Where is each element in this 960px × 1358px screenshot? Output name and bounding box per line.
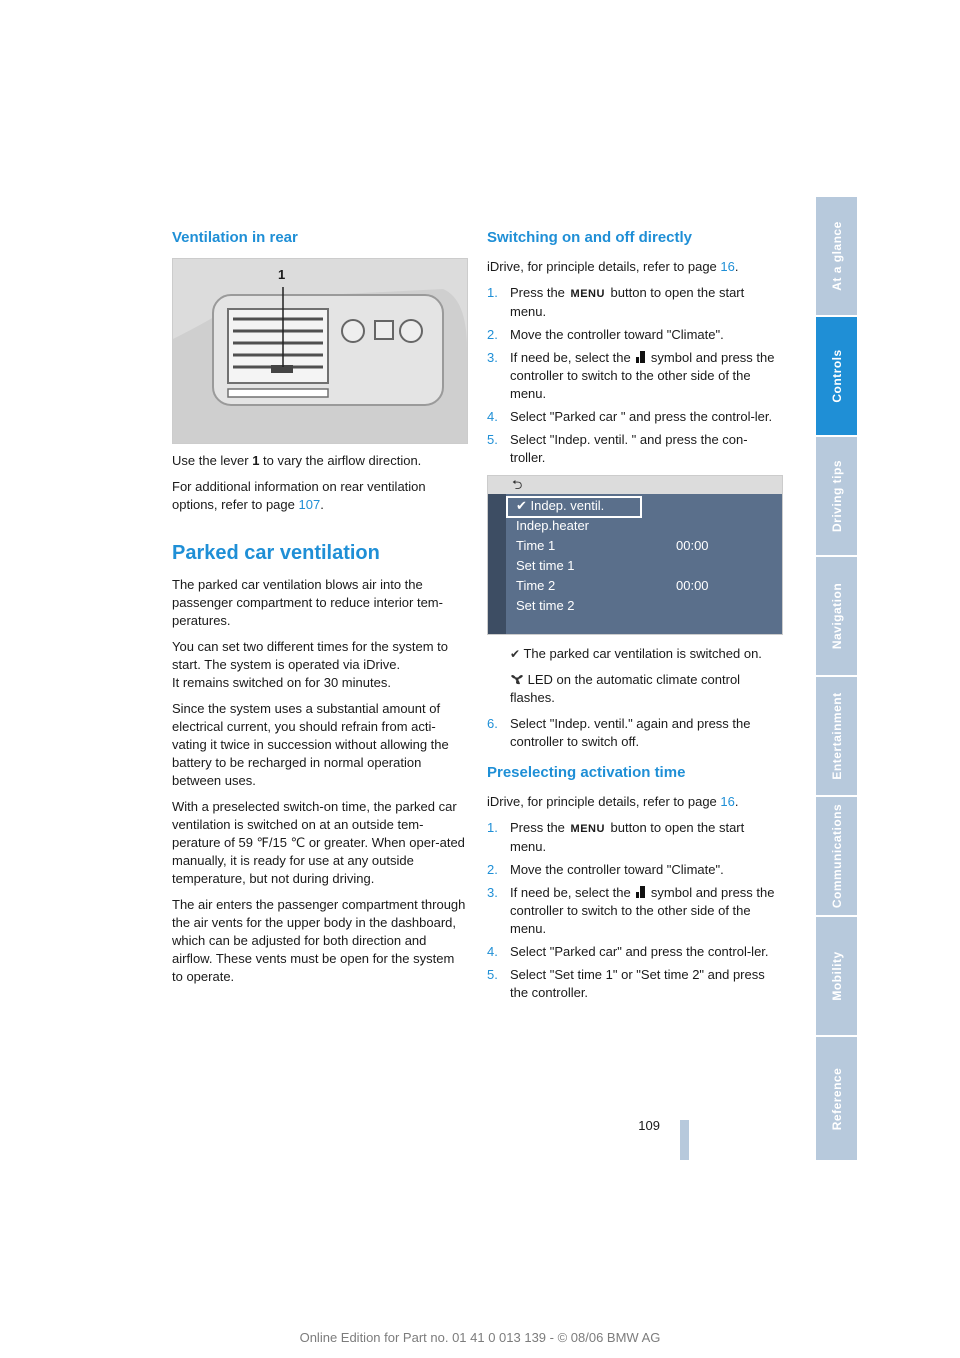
- sidebar-tab-reference[interactable]: Reference: [816, 1037, 857, 1162]
- screen-row[interactable]: Set time 1: [516, 558, 575, 573]
- back-icon: ⮌: [512, 477, 523, 492]
- steps-switching: [487, 284, 781, 467]
- fan-icon: [510, 673, 524, 685]
- heading-parked-car-ventilation: Parked car ventilation: [172, 542, 380, 564]
- rear-vent-illustration: [173, 259, 467, 443]
- sidebar-tab-navigation[interactable]: Navigation: [816, 557, 857, 677]
- page-number: 109: [638, 1118, 660, 1133]
- figure-callout-1: 1: [278, 267, 286, 282]
- sidebar-tab-communications[interactable]: Communications: [816, 797, 857, 917]
- page-link-107[interactable]: 107: [298, 497, 321, 512]
- menu-button-icon: MENU: [570, 823, 605, 835]
- screen-left-edge: [488, 494, 506, 634]
- screen-row[interactable]: Time 2 00:00: [516, 578, 709, 593]
- screen-row[interactable]: Indep.heater: [516, 518, 590, 533]
- chapter-sidebar: [816, 197, 857, 1160]
- screen-row[interactable]: Set time 2: [516, 598, 575, 613]
- list-item: 3. If need be, select the symbol and press the controller to switch to the other side of the menu.: [487, 350, 775, 401]
- screen-row[interactable]: Time 1 00:00: [516, 538, 709, 553]
- parked-current: Since the system uses a substantial amount of electrical current, you should refrain from acti-vating it twice in succession without allowing the battery to be recharged in normal operation between uses.: [172, 701, 449, 788]
- sidebar-tab-at-a-glance[interactable]: At a glance: [816, 197, 857, 317]
- steps-switch-off: [487, 715, 781, 751]
- swap-side-icon: [636, 886, 645, 898]
- menu-button-icon: MENU: [570, 288, 605, 300]
- idrive-screen: [487, 475, 783, 635]
- list-item: 6. Select "Indep. ventil." again and press the controller to switch off.: [487, 716, 751, 749]
- heading-switching-on-off: Switching on and off directly: [487, 229, 693, 246]
- parked-air-vents: The air enters the passenger compartment through the air vents for the upper body in the dashboard, which can be adjusted for both direction and airflow. These vents must be open for the system to operate.: [172, 897, 466, 984]
- status-led: LED on the automatic climate control flashes.: [510, 672, 741, 705]
- page-number-bar: [680, 1120, 689, 1160]
- list-item: 1. Press the MENU button to open the start menu.: [487, 820, 745, 854]
- parked-times: You can set two different times for the system to start. The system is operated via iDrive. It remains switched on for 30 minutes.: [172, 639, 449, 690]
- parked-intro: The parked car ventilation blows air into the passenger compartment to reduce interior tem-peratures.: [172, 577, 443, 628]
- list-item: 5. Select "Indep. ventil. " and press the con-troller.: [487, 432, 748, 465]
- status-switched-on: ✔ The parked car ventilation is switched on.: [510, 646, 762, 661]
- parked-temperature: With a preselected switch-on time, the parked car ventilation is switched on at an outside tem-perature of 59 ℉/15 ℃ or greater. When oper-ated manually, it is ready for use at any outside temperature, but not during driving.: [172, 799, 465, 886]
- lever-paragraph: Use the lever 1 to vary the airflow direction.: [172, 453, 422, 468]
- sidebar-tab-entertainment[interactable]: Entertainment: [816, 677, 857, 797]
- list-item: 2. Move the controller toward "Climate".: [487, 327, 724, 342]
- list-item: 5. Select "Set time 1" or "Set time 2" and press the controller.: [487, 967, 765, 1000]
- rear-ventilation-info: For additional information on rear ventilation options, refer to page 107.: [172, 479, 426, 512]
- left-column: [172, 228, 466, 994]
- list-item: 1. Press the MENU button to open the start menu.: [487, 285, 745, 319]
- heading-preselecting: Preselecting activation time: [487, 764, 686, 781]
- list-item: 4. Select "Parked car " and press the control-ler.: [487, 409, 773, 424]
- swap-side-icon: [636, 351, 645, 363]
- sidebar-tab-controls[interactable]: Controls: [816, 317, 857, 437]
- heading-ventilation-rear: Ventilation in rear: [172, 229, 298, 246]
- rear-vent-figure: [172, 258, 468, 444]
- list-item: 2. Move the controller toward "Climate".: [487, 862, 724, 877]
- screen-menu: [516, 498, 776, 618]
- sidebar-tab-driving-tips[interactable]: Driving tips: [816, 437, 857, 557]
- idrive-reference-2: iDrive, for principle details, refer to page 16.: [487, 794, 739, 809]
- right-column: [487, 228, 781, 1008]
- list-item: 4. Select "Parked car" and press the control-ler.: [487, 944, 769, 959]
- screen-row[interactable]: ✔ Indep. ventil.: [516, 498, 605, 513]
- list-item: 3. If need be, select the symbol and press the controller to switch to the other side of the menu.: [487, 885, 775, 936]
- steps-preselecting: [487, 819, 781, 1002]
- sidebar-tab-mobility[interactable]: Mobility: [816, 917, 857, 1037]
- footer-watermark: Online Edition for Part no. 01 41 0 013 139 - © 08/06 BMW AG: [299, 1330, 661, 1345]
- page-link-16[interactable]: 16: [720, 259, 735, 274]
- check-icon: ✔: [510, 647, 521, 661]
- idrive-reference-1: iDrive, for principle details, refer to page 16.: [487, 259, 739, 274]
- page-link-16[interactable]: 16: [720, 794, 735, 809]
- screen-topbar: [488, 476, 782, 494]
